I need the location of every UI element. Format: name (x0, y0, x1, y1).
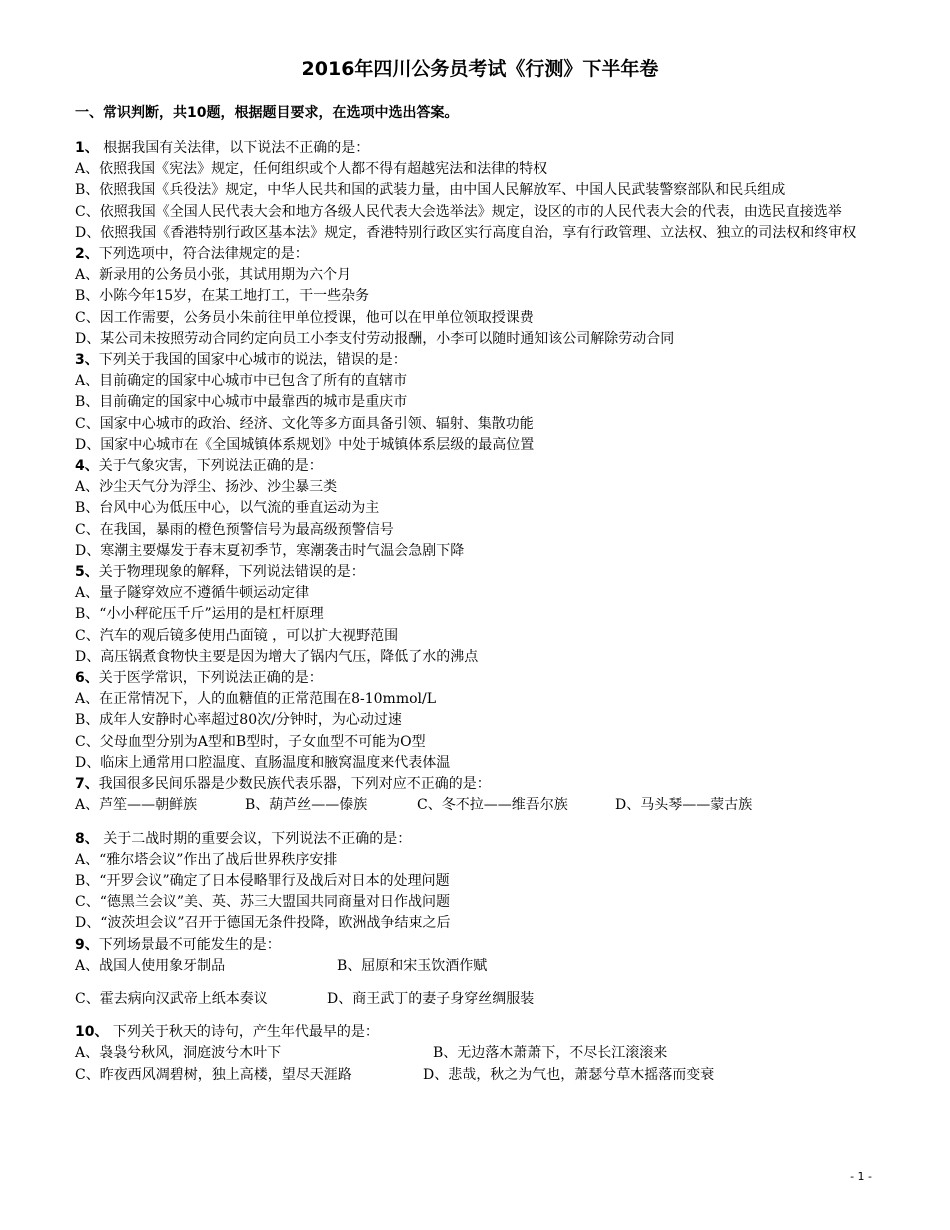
option-c: C、霍去病向汉武帝上纸本奏议 (75, 990, 268, 1007)
question-stem (75, 350, 885, 371)
question-text: 关于二战时期的重要会议，下列说法不正确的是： (98, 830, 412, 847)
question-stem (75, 935, 885, 956)
question-number: 9、 (75, 936, 99, 953)
option-c: C、国家中心城市的政治、经济、文化等多方面具备引领、辐射、集散功能 (75, 415, 534, 432)
question-text: 下列关于我国的国家中心城市的说法，错误的是： (98, 352, 407, 369)
question-7 (75, 774, 885, 816)
option-d: D、国家中心城市在《全国城镇体系规划》中处于城镇体系层级的最高位置 (75, 436, 535, 453)
option-a: A、目前确定的国家中心城市中已包含了所有的直辖市 (75, 373, 408, 390)
spacer (75, 977, 885, 989)
option-b: B、“小小秤砣压千斤”运用的是杠杆原理 (75, 606, 324, 623)
option-a: A、在正常情况下，人的血糖值的正常范围在8-10mmol/L (75, 691, 437, 708)
document-page (75, 56, 885, 1086)
question-stem (75, 1022, 885, 1043)
option-c: C、昨夜西风凋碧树，独上高楼，望尽天涯路 (75, 1066, 352, 1083)
question-stem (75, 668, 885, 689)
option-a: A、芦笙——朝鲜族 (75, 797, 198, 814)
option-b: B、台风中心为低压中心，以气流的垂直运动为主 (75, 500, 380, 517)
question-text: 关于物理现象的解释，下列说法错误的是： (98, 564, 365, 581)
question-number: 4、 (75, 458, 99, 475)
question-text: 关于气象灾害，下列说法正确的是： (98, 458, 323, 475)
question-stem (75, 244, 885, 265)
option-a: A、战国人使用象牙制品 (75, 957, 226, 974)
option-c: C、在我国，暴雨的橙色预警信号为最高级预警信号 (75, 521, 394, 538)
question-text: 下列场景最不可能发生的是： (98, 936, 281, 953)
question-10 (75, 1022, 885, 1086)
question-number: 7、 (75, 776, 99, 793)
option-d: D、寒潮主要爆发于春末夏初季节，寒潮袭击时气温会急剧下降 (75, 542, 465, 559)
question-number: 8、 (75, 830, 99, 847)
option-b: B、葫芦丝——傣族 (245, 797, 368, 814)
option-d: D、马头琴——蒙古族 (615, 797, 753, 814)
section-heading: 一、常识判断，共10题，根据题目要求，在选项中选出答案。 (75, 105, 459, 121)
option-b: B、屈原和宋玉饮酒作赋 (337, 957, 488, 974)
question-4 (75, 456, 885, 562)
option-d: D、商王武丁的妻子身穿丝绸服装 (327, 990, 535, 1007)
option-d: D、“波茨坦会议”召开于德国无条件投降，欧洲战争结束之后 (75, 915, 451, 932)
option-d: D、临床上通常用口腔温度、直肠温度和腋窝温度来代表体温 (75, 754, 451, 771)
option-a: A、“雅尔塔会议”作出了战后世界秩序安排 (75, 851, 338, 868)
question-text: 下列关于秋天的诗句，产生年代最早的是： (108, 1024, 379, 1041)
option-b: B、依照我国《兵役法》规定，中华人民共和国的武装力量，由中国人民解放军、中国人民武装警察部队和民兵组成 (75, 182, 786, 199)
question-text: 我国很多民间乐器是少数民族代表乐器，下列对应不正确的是： (98, 776, 491, 793)
option-c: C、冬不拉——维吾尔族 (417, 797, 568, 814)
page-number: - 1 - (850, 1170, 872, 1183)
spacer (75, 817, 885, 829)
question-number: 3、 (75, 352, 99, 369)
option-c: C、依照我国《全国人民代表大会和地方各级人民代表大会选举法》规定，设区的市的人民代表大会的代表，由选民直接选举 (75, 203, 842, 220)
question-number: 10、 (75, 1024, 109, 1041)
question-stem (75, 829, 885, 850)
option-c: C、因工作需要，公务员小朱前往甲单位授课，他可以在甲单位领取授课费 (75, 309, 534, 326)
option-row (75, 1043, 885, 1064)
option-d: D、某公司未按照劳动合同约定向员工小李支付劳动报酬，小李可以随时通知该公司解除劳动合同 (75, 330, 675, 347)
option-row (75, 956, 885, 977)
option-c: C、“德黑兰会议”美、英、苏三大盟国共同商量对日作战问题 (75, 894, 451, 911)
option-b: B、无边落木萧萧下，不尽长江滚滚来 (433, 1045, 668, 1062)
question-number: 5、 (75, 564, 99, 581)
question-number: 6、 (75, 670, 99, 687)
question-number: 1、 (75, 140, 99, 156)
option-a: A、量子隧穿效应不遵循牛顿运动定律 (75, 585, 310, 602)
question-number: 2、 (75, 246, 99, 263)
option-b: B、“开罗会议”确定了日本侵略罪行及战后对日本的处理问题 (75, 872, 450, 889)
option-row (75, 989, 885, 1010)
option-c: C、父母血型分别为A型和B型时，子女血型不可能为O型 (75, 733, 426, 750)
question-5 (75, 562, 885, 668)
question-9 (75, 935, 885, 1011)
question-1 (75, 138, 885, 244)
option-b: B、目前确定的国家中心城市中最靠西的城市是重庆市 (75, 394, 408, 411)
option-a: A、新录用的公务员小张，其试用期为六个月 (75, 267, 352, 284)
spacer (75, 1010, 885, 1022)
option-b: B、小陈今年15岁，在某工地打工，干一些杂务 (75, 288, 370, 305)
question-2 (75, 244, 885, 350)
document-title: 2016年四川公务员考试《行测》下半年卷 (301, 58, 659, 80)
question-stem (75, 456, 885, 477)
question-6 (75, 668, 885, 774)
option-a: A、沙尘天气分为浮尘、扬沙、沙尘暴三类 (75, 479, 338, 496)
option-row (75, 1065, 885, 1086)
option-a: A、依照我国《宪法》规定，任何组织或个人都不得有超越宪法和法律的特权 (75, 161, 548, 178)
question-stem (75, 562, 885, 583)
option-a: A、袅袅兮秋风，洞庭波兮木叶下 (75, 1045, 282, 1062)
option-d: D、高压锅煮食物快主要是因为增大了锅内气压，降低了水的沸点 (75, 648, 479, 665)
question-text: 关于医学常识，下列说法正确的是： (98, 670, 323, 687)
question-text: 根据我国有关法律，以下说法不正确的是： (98, 140, 370, 156)
question-stem (75, 774, 885, 795)
question-stem (75, 138, 885, 159)
option-row (75, 795, 885, 816)
question-3 (75, 350, 885, 456)
question-8 (75, 829, 885, 935)
option-c: C、汽车的观后镜多使用凸面镜 ，可以扩大视野范围 (75, 627, 399, 644)
option-b: B、成年人安静时心率超过80次/分钟时，为心动过速 (75, 712, 402, 729)
question-text: 下列选项中，符合法律规定的是： (98, 246, 309, 263)
option-d: D、依照我国《香港特别行政区基本法》规定，香港特别行政区实行高度自治，享有行政管理、立法权、独立的司法权和终审权 (75, 224, 857, 241)
option-d: D、悲哉，秋之为气也，萧瑟兮草木摇落而变衰 (423, 1066, 715, 1083)
